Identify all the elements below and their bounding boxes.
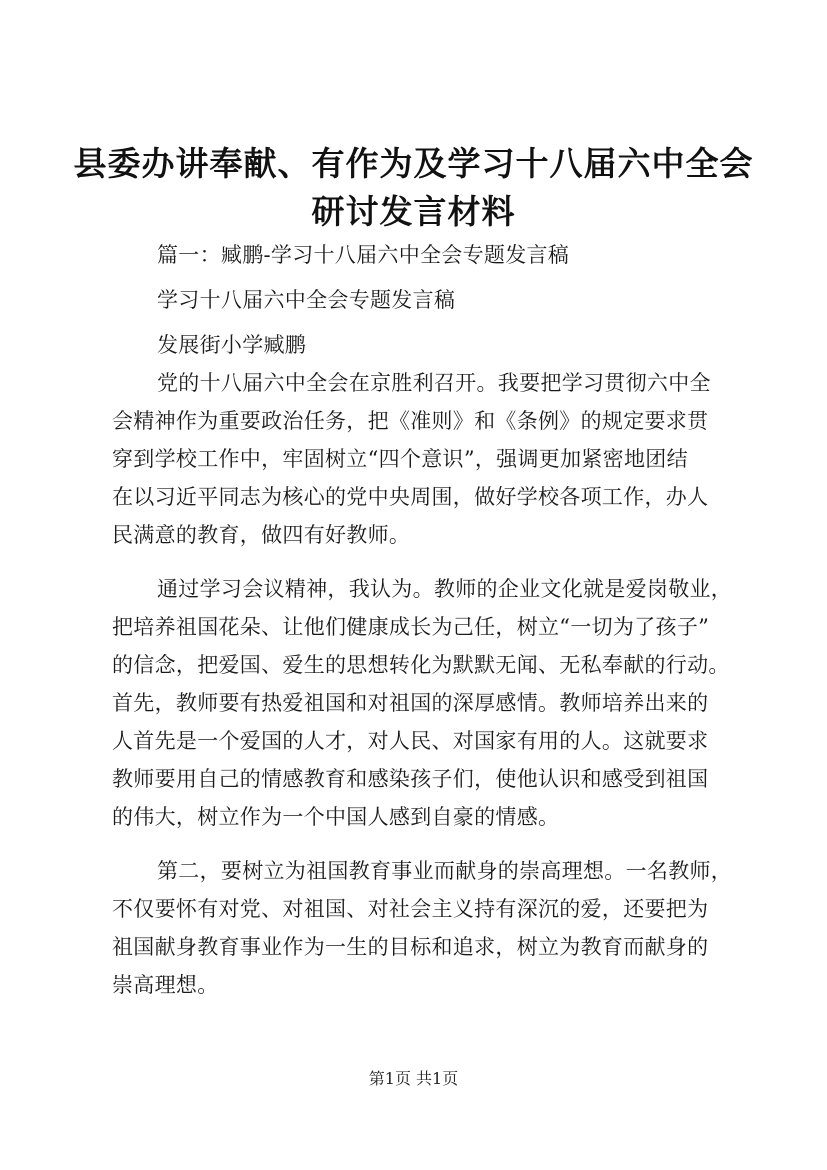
title-line-1: 县委办讲奉献、有作为及学习十八届六中全会 [73, 144, 754, 183]
title-line-2: 研讨发言材料 [311, 192, 516, 231]
subtitle-line: 学习十八届六中全会专题发言稿 [157, 288, 456, 312]
paragraph-2-line: 的信念，把爱国、爱生的思想转化为默默无闻、无私奉献的行动。 [112, 653, 730, 677]
paragraph-1-line: 会精神作为重要政治任务，把《准则》和《条例》的规定要求贯 [112, 409, 709, 433]
paragraph-1-line: 在以习近平同志为核心的党中央周围，做好学校各项工作，办人 [112, 485, 709, 509]
paragraph-2-line: 的伟大，树立作为一个中国人感到自豪的情感。 [112, 805, 560, 829]
paragraph-3-line: 崇高理想。 [112, 973, 219, 997]
section-heading: 篇一：臧鹏-学习十八届六中全会专题发言稿 [157, 243, 570, 267]
paragraph-3-line: 不仅要怀有对党、对祖国、对社会主义持有深沉的爱，还要把为 [112, 897, 709, 921]
paragraph-3-line: 第二，要树立为祖国教育事业而献身的崇高理想。一名教师， [157, 859, 733, 883]
paragraph-2-line: 人首先是一个爱国的人才，对人民、对国家有用的人。这就要求 [112, 729, 709, 753]
author-line: 发展街小学臧鹏 [157, 333, 307, 357]
page-footer: 第1页 共1页 [368, 1069, 459, 1088]
paragraph-2-line: 通过学习会议精神，我认为。教师的企业文化就是爱岗敬业， [157, 577, 733, 601]
paragraph-3-line: 祖国献身教育事业作为一生的目标和追求，树立为教育而献身的 [112, 935, 709, 959]
paragraph-2-line: 教师要用自己的情感教育和感染孩子们，使他认识和感受到祖国 [112, 767, 709, 791]
paragraph-1-line: 穿到学校工作中，牢固树立“四个意识”，强调更加紧密地团结 [112, 447, 688, 471]
paragraph-1-line: 党的十八届六中全会在京胜利召开。我要把学习贯彻六中全 [157, 371, 711, 395]
paragraph-1-line: 民满意的教育，做四有好教师。 [112, 523, 411, 547]
paragraph-2-line: 首先，教师要有热爱祖国和对祖国的深厚感情。教师培养出来的 [112, 691, 709, 715]
document-title [0, 140, 827, 236]
paragraph-2-line: 把培养祖国花朵、让他们健康成长为己任，树立“一切为了孩子” [112, 615, 710, 639]
